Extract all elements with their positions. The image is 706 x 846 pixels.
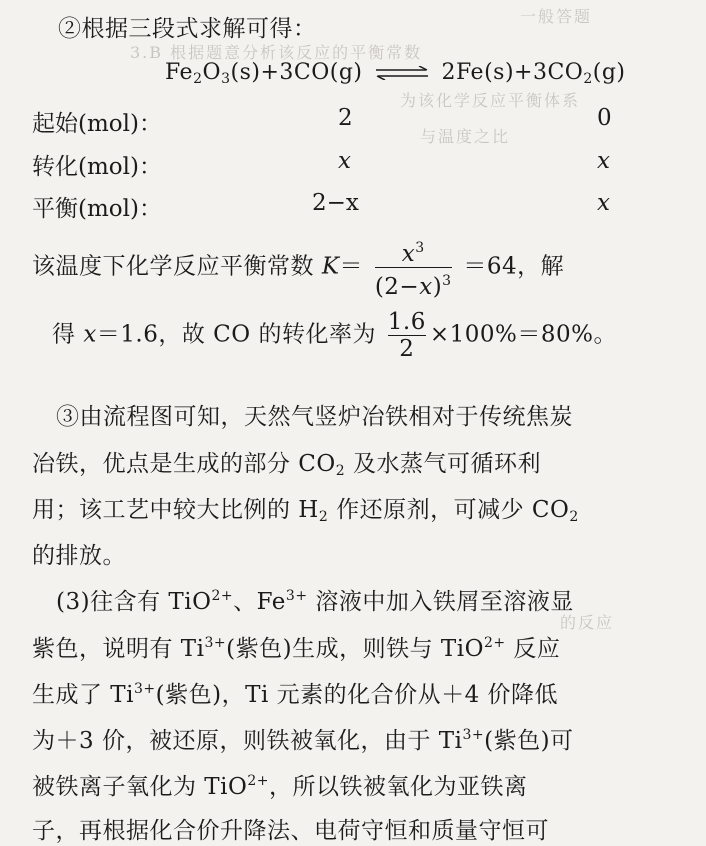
sup: 2+ — [483, 635, 506, 651]
conversion-line — [52, 310, 617, 361]
sup: 3+ — [462, 727, 485, 743]
bleed-text: 的反应 — [560, 613, 615, 632]
paragraph-line: 子，再根据化合价升降法、电荷守恒和质量守恒可 — [32, 818, 549, 844]
k-den-x: x — [419, 274, 433, 300]
k-symbol: K — [321, 253, 340, 280]
paragraph-line — [32, 676, 558, 709]
paragraph-line — [32, 722, 574, 755]
text: (紫色)生成，则铁与 TiO — [226, 636, 484, 662]
text: (3)往含有 TiO — [56, 589, 212, 615]
paragraph-line — [32, 768, 528, 801]
bleed-text: 一般答题 — [520, 7, 593, 26]
text: 溶液中加入铁屑至溶液显 — [307, 589, 574, 615]
text: 及水蒸气可循环利 — [345, 451, 541, 477]
sub: 2 — [569, 509, 579, 525]
k-sup: 3 — [415, 240, 425, 256]
conv-text: ×100%＝80%。 — [429, 321, 617, 348]
eq-sub: 3 — [221, 71, 231, 87]
k-equals: ＝ — [339, 253, 363, 280]
text: 作还原剂，可减少 CO — [328, 497, 570, 523]
intro-text: ②根据三段式求解可得： — [58, 16, 317, 42]
text: ，所以铁被氧化为亚铁离 — [269, 774, 528, 800]
conv-x: x — [83, 321, 97, 348]
text: 冶铁，优点是生成的部分 CO — [32, 451, 336, 477]
text: 被铁离子氧化为 TiO — [32, 774, 248, 800]
intro-line — [58, 10, 317, 43]
text: 用；该工艺中较大比例的 H — [32, 497, 319, 523]
eq-products: 2Fe(s)+3CO — [441, 60, 584, 85]
row-value: 0 — [597, 105, 612, 131]
row-value: x — [338, 148, 351, 174]
reaction-equation — [165, 60, 626, 87]
paragraph-line — [32, 630, 560, 663]
row-value: 2 — [338, 105, 353, 131]
eq-sub: 2 — [193, 71, 203, 87]
eq-sub: 2 — [583, 71, 593, 87]
bleed-text: 与温度之比 — [420, 127, 511, 146]
conv-text: ＝1.6，故 CO 的转化率为 — [96, 321, 376, 348]
paragraph-line — [56, 583, 574, 616]
sub: 2 — [335, 463, 346, 479]
k-tail: ＝64，解 — [463, 253, 565, 280]
paragraph-line: 的排放。 — [32, 543, 126, 569]
equilibrium-constant-line — [32, 236, 564, 299]
equilibrium-arrow-icon — [374, 66, 430, 80]
eq-o: O — [202, 60, 222, 85]
row-label: 起始(mol)： — [32, 111, 162, 137]
paragraph-line — [32, 445, 541, 479]
eq-fe: Fe — [165, 60, 194, 85]
text: 紫色，说明有 Ti — [32, 636, 205, 662]
text: (紫色)，Ti 元素的化合价从＋4 价降低 — [155, 682, 559, 708]
k-sup: 3 — [442, 273, 452, 289]
k-num: x — [401, 241, 416, 267]
row-value: x — [597, 190, 610, 216]
eq-reactants: (s)+3CO(g) — [230, 60, 363, 85]
k-fraction — [375, 236, 452, 299]
paragraph-line — [32, 491, 579, 525]
k-den: ) — [432, 274, 443, 300]
row-value: 2−x — [312, 190, 359, 216]
row-value: x — [597, 148, 610, 174]
k-text: 该温度下化学反应平衡常数 — [32, 253, 322, 280]
sub: 2 — [318, 509, 329, 525]
bleed-text: 3.B 根据题意分析该反应的平衡常数 — [130, 43, 423, 62]
row-label: 转化(mol)： — [32, 154, 162, 180]
conv-num: 1.6 — [387, 309, 426, 335]
sup: 2+ — [211, 588, 234, 604]
paragraph-line: ③由流程图可知，天然气竖炉冶铁相对于传统焦炭 — [56, 404, 573, 430]
sup: 2+ — [247, 773, 270, 789]
bleed-text: 为该化学反应平衡体系 — [400, 91, 581, 110]
text: (紫色)可 — [484, 728, 574, 754]
sup: 3+ — [134, 681, 156, 697]
sup: 3+ — [204, 635, 227, 651]
conversion-fraction — [388, 310, 426, 361]
text: 、Fe — [233, 589, 286, 615]
conv-text: 得 — [52, 321, 84, 348]
conv-den: 2 — [399, 336, 415, 362]
text: 反应 — [505, 636, 561, 662]
text: 生成了 Ti — [32, 682, 135, 708]
k-den: (2− — [374, 274, 420, 300]
sup: 3+ — [285, 588, 308, 604]
row-label: 平衡(mol)： — [32, 196, 162, 222]
text: 为＋3 价，被还原，则铁被氧化，由于 Ti — [32, 728, 463, 754]
eq-state: (g) — [592, 60, 626, 85]
